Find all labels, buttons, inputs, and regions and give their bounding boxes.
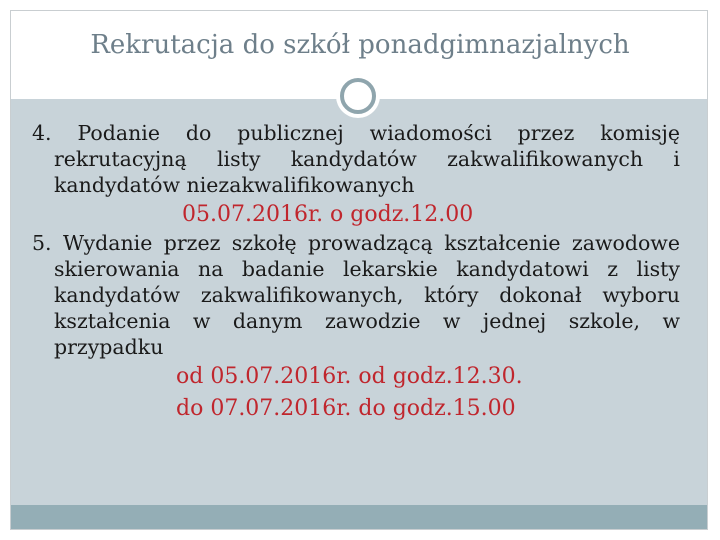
item-number: 5. [32,231,52,255]
list-item [32,230,680,360]
item-text: Podanie do publicznej wiadomości przez komisję rekrutacyjną listy kandydatów zakwalifikowanych i kandydatów niezakwalifikowanych [54,121,680,197]
date-highlight: do 07.07.2016r. do godz.15.00 [176,396,516,421]
slide-title: Rekrutacja do szkół ponadgimnazjalnych [90,30,630,60]
list-item [32,120,680,198]
date-highlight: od 05.07.2016r. od godz.12.30. [176,364,523,389]
item-text: Wydanie przez szkołę prowadzącą kształcenie zawodowe skierowania na badanie lekarskie kandydatowi z listy kandydatów zakwalifikowanych, który dokonał wyboru kształcenia w danym zawodzie w jednej szkole, w przypadku [54,231,680,359]
item-number: 4. [32,121,52,145]
slide-body [32,120,680,424]
circle-ornament-icon [340,78,376,114]
date-highlight: 05.07.2016r. o godz.12.00 [182,202,474,227]
